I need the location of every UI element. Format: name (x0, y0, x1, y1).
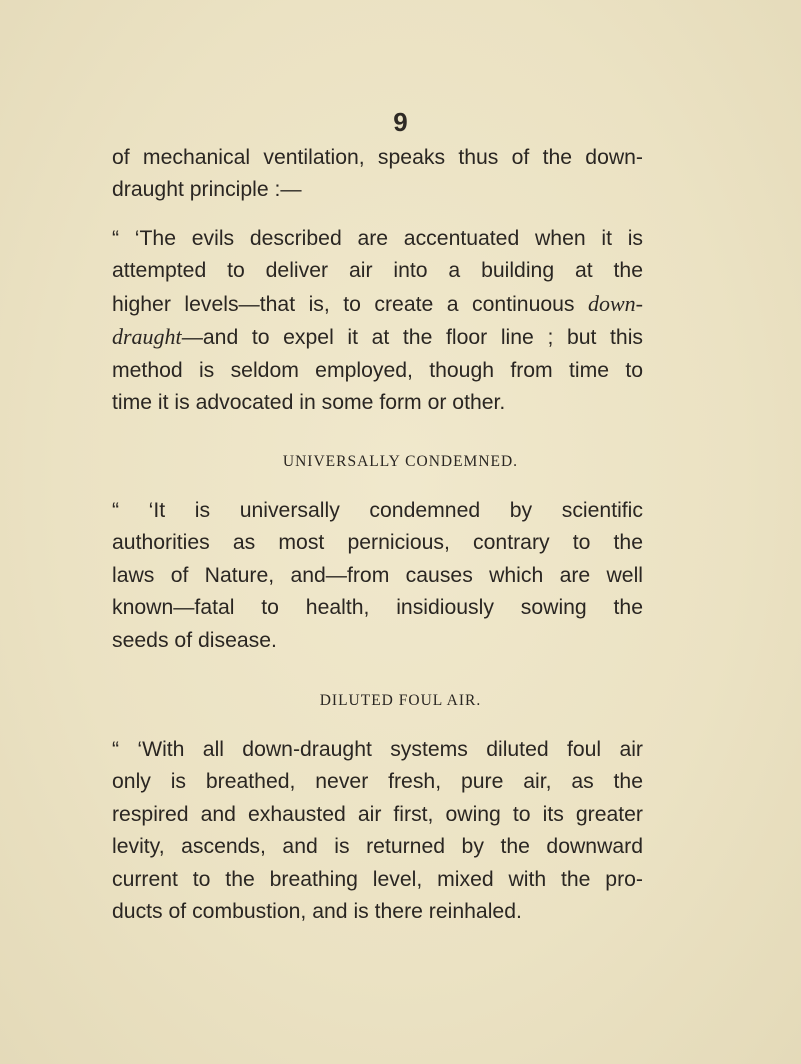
text-line: known—fatal to health, insidiously sowing the (112, 596, 643, 620)
paragraph-condemned (112, 495, 643, 657)
text-line: authorities as most pernicious, contrary to the (112, 531, 643, 555)
italic-term: draught (112, 324, 182, 350)
text-line: only is breathed, never fresh, pure air, as the (112, 770, 643, 794)
text-line: “ ‘With all down-draught systems diluted foul air (112, 738, 643, 761)
text-line: time it is advocated in some form or other. (112, 391, 506, 415)
section-heading-foul-air: DILUTED FOUL AIR. (319, 692, 482, 709)
text-line: levity, ascends, and is returned by the downward (112, 835, 643, 859)
italic-term: down- (588, 290, 643, 316)
text-line: ducts of combustion, and is there reinhaled. (112, 900, 522, 924)
text-line: respired and exhausted air first, owing to its greater (112, 802, 643, 826)
text-line (112, 288, 643, 321)
paragraph-intro (112, 142, 643, 207)
section-heading-condemned: UNIVERSALLY CONDEMNED. (282, 453, 519, 470)
text-segment: higher levels—that is, to create a continuous (112, 292, 588, 316)
page-number: 9 (393, 107, 408, 137)
text-line: seeds of disease. (112, 628, 277, 652)
text-line: current to the breathing level, mixed with the pro- (112, 867, 643, 891)
text-line: laws of Nature, and—from causes which are well (112, 563, 643, 587)
text-line: draught principle :— (112, 178, 302, 202)
text-line: “ ‘It is universally condemned by scientific (112, 499, 643, 522)
text-line: method is seldom employed, though from time to (112, 358, 643, 382)
paragraph-foul-air (112, 734, 643, 928)
text-segment: —and to expel it at the floor line ; but this (181, 326, 643, 350)
text-line: of mechanical ventilation, speaks thus of the down- (112, 146, 643, 169)
paragraph-evils (112, 223, 643, 419)
text-line: “ ‘The evils described are accentuated when it is (112, 227, 643, 250)
text-line: attempted to deliver air into a building at the (112, 259, 643, 283)
text-line (112, 321, 643, 354)
